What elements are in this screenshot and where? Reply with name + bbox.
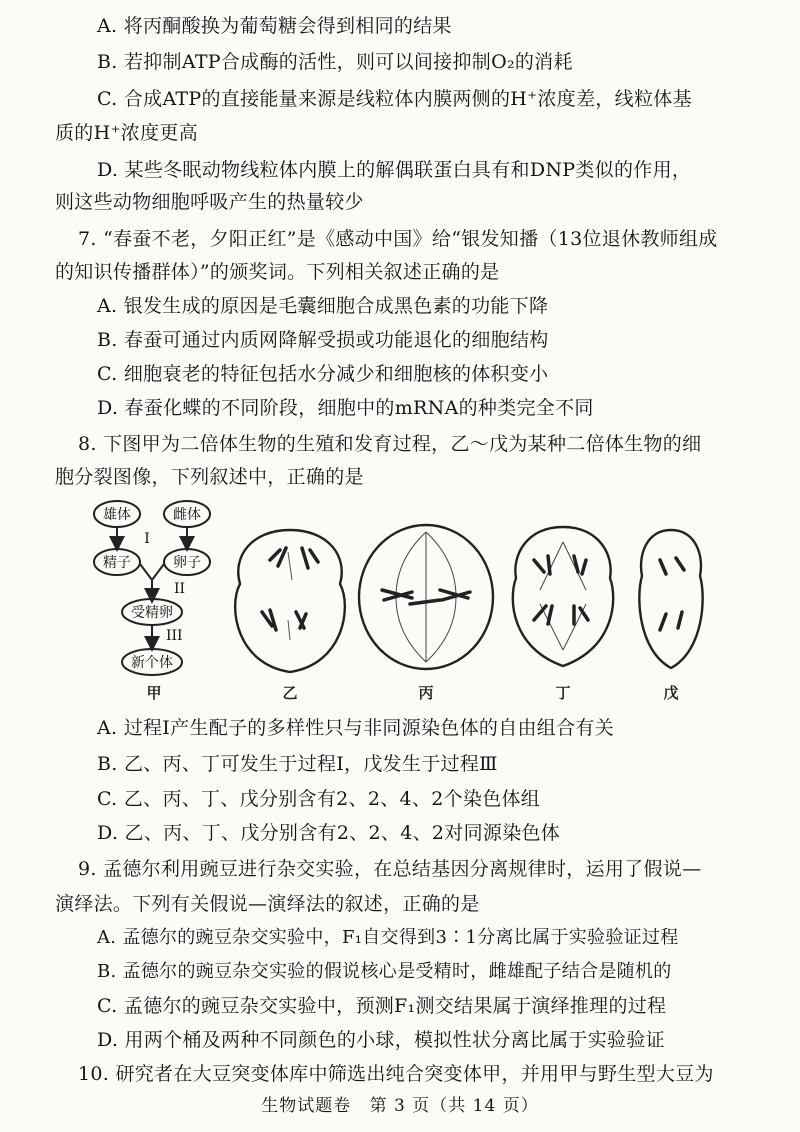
cell-wu: [639, 530, 702, 668]
footer-subject: 生物试题卷: [261, 1096, 352, 1116]
step-3: III: [166, 628, 183, 644]
option-7b: B. 春蚕可通过内质网降解受损或功能退化的细胞结构: [97, 329, 549, 351]
option-8b: B. 乙、丙、丁可发生于过程Ⅰ，戊发生于过程Ⅲ: [97, 753, 498, 775]
question-8-stem: 8. 下图甲为二倍体生物的生殖和发育过程，乙～戊为某种二倍体生物的细: [78, 433, 702, 455]
step-2: II: [174, 581, 186, 597]
option-9b: B. 孟德尔的豌豆杂交实验的假说核心是受精时，雌雄配子结合是随机的: [97, 961, 672, 982]
question-9-stem-cont: 演绎法。下列有关假说—演绎法的叙述，正确的是: [55, 893, 480, 915]
question-10-stem: 10. 研究者在大豆突变体库中筛选出纯合突变体甲，并用甲与野生型大豆为: [78, 1063, 714, 1085]
label-zygote: 受精卵: [131, 605, 173, 621]
question-8-stem-cont: 胞分裂图像，下列叙述中，正确的是: [55, 466, 364, 488]
label-sperm: 精子: [103, 555, 131, 571]
question-7-stem: 7. “春蚕不老，夕阳正红”是《感动中国》给“银发知播（13位退休教师组成: [78, 228, 718, 250]
step-1: I: [144, 531, 150, 547]
option-9d: D. 用两个桶及两种不同颜色的小球，模拟性状分离比属于实验验证: [97, 1029, 665, 1051]
option-6d: D. 某些冬眠动物线粒体内膜上的解偶联蛋白具有和DNP类似的作用，: [97, 159, 692, 181]
option-6a: A. 将丙酮酸换为葡萄糖会得到相同的结果: [97, 15, 452, 37]
question-8-figure: [0, 496, 800, 716]
option-9c: C. 孟德尔的豌豆杂交实验中，预测F₁测交结果属于演绎推理的过程: [97, 995, 667, 1017]
option-9a: A. 孟德尔的豌豆杂交实验中，F₁自交得到3∶1分离比属于实验验证过程: [97, 927, 679, 948]
caption-ding: 丁: [555, 684, 571, 702]
footer-page: 第 3 页（共 14 页）: [369, 1096, 539, 1116]
option-6c-cont: 质的H⁺浓度更高: [55, 122, 198, 144]
option-8a: A. 过程Ⅰ产生配子的多样性只与非同源染色体的自由组合有关: [97, 717, 615, 739]
option-7d: D. 春蚕化蝶的不同阶段，细胞中的mRNA的种类完全不同: [97, 397, 594, 419]
cell-bing: [359, 525, 493, 669]
question-7-stem-cont: 的知识传播群体）”的颁奖词。下列相关叙述正确的是: [55, 261, 500, 283]
label-egg: 卵子: [173, 555, 201, 571]
label-male: 雄体: [103, 507, 131, 523]
caption-jia: 甲: [146, 684, 162, 702]
question-9-stem: 9. 孟德尔利用豌豆进行杂交实验，在总结基因分离规律时，运用了假说—: [78, 858, 702, 880]
option-6d-cont: 则这些动物细胞呼吸产生的热量较少: [55, 191, 364, 213]
option-7a: A. 银发生成的原因是毛囊细胞合成黑色素的功能下降: [97, 295, 549, 317]
caption-bing: 丙: [418, 684, 434, 702]
caption-wu: 戊: [663, 684, 679, 702]
cell-ding: [513, 527, 613, 666]
page-footer: [0, 1094, 800, 1118]
option-6b: B. 若抑制ATP合成酶的活性，则可以间接抑制O₂的消耗: [97, 51, 573, 73]
caption-yi: 乙: [282, 684, 298, 702]
option-7c: C. 细胞衰老的特征包括水分减少和细胞核的体积变小: [97, 363, 549, 385]
cell-yi: [235, 530, 345, 672]
option-6c: C. 合成ATP的直接能量来源是线粒体内膜两侧的H⁺浓度差，线粒体基: [97, 88, 692, 110]
option-8c: C. 乙、丙、丁、戊分别含有2、2、4、2个染色体组: [97, 788, 541, 810]
flowchart-jia: [94, 501, 210, 675]
label-female: 雌体: [173, 507, 201, 523]
option-8d: D. 乙、丙、丁、戊分别含有2、2、4、2对同源染色体: [97, 822, 561, 844]
label-offspring: 新个体: [131, 655, 173, 671]
